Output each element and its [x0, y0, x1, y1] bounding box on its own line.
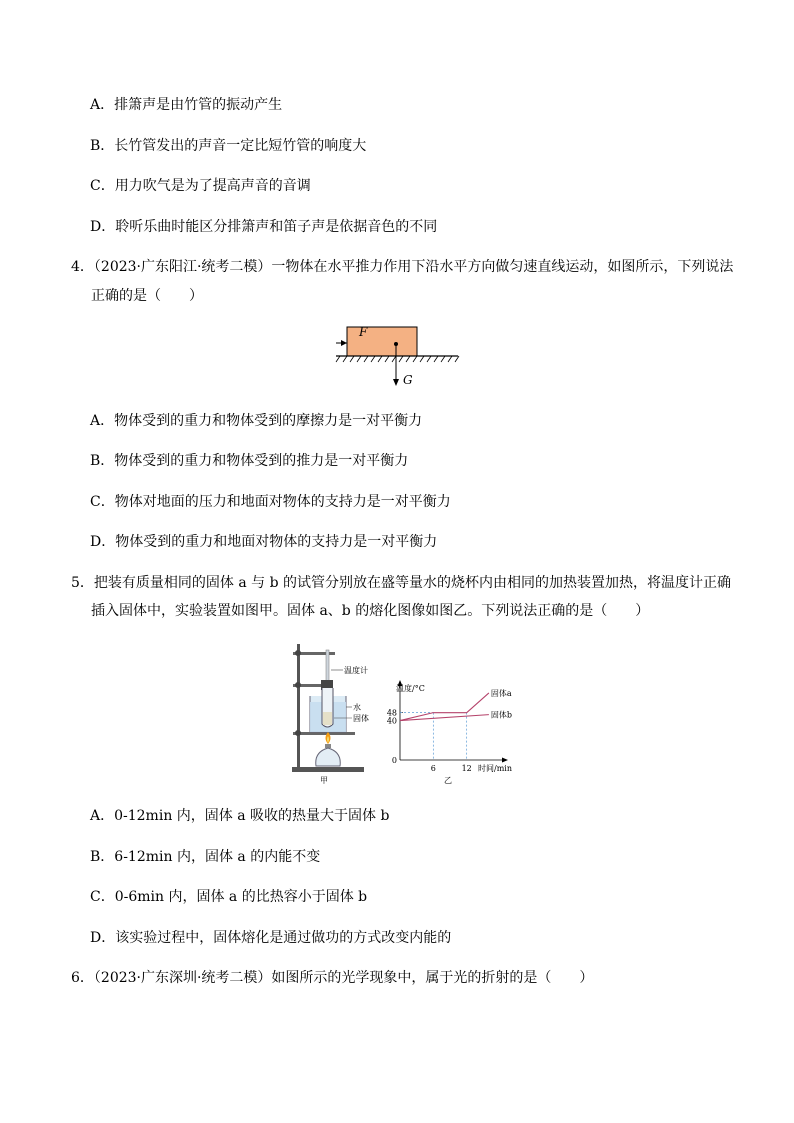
solid-label: 固体	[353, 714, 369, 723]
alcohol-burner	[316, 748, 341, 766]
x-tick-label: 6	[430, 764, 436, 773]
caption-yi: 乙	[444, 776, 452, 785]
q5-option-b: B．6-12min 内，固体 a 的内能不变	[90, 849, 321, 865]
q4-force-diagram	[330, 320, 470, 392]
y-axis-label: 温度/°C	[396, 684, 425, 693]
q5-option-d: D．该实验过程中，固体熔化是通过做功的方式改变内能的	[90, 930, 452, 946]
q5-stem-line2: 插入固体中，实验装置如图甲。固体 a、b 的熔化图像如图乙。下列说法正确的是（ ）	[91, 603, 650, 619]
series-label-a: 固体a	[490, 688, 512, 698]
series-label-b: 固体b	[490, 710, 513, 720]
water-label: 水	[353, 703, 361, 712]
x-axis-label: 时间/min	[478, 764, 512, 773]
gravity-label-g: G	[403, 373, 413, 387]
melting-chart	[383, 676, 513, 786]
ground-hatching	[336, 356, 459, 362]
q4-stem-line2: 正确的是（ ）	[91, 288, 203, 304]
q5-apparatus-figure	[288, 640, 388, 785]
force-label-f: F	[359, 325, 368, 339]
stand-base	[292, 767, 364, 772]
x-tick-label: 12	[461, 764, 472, 773]
thermometer-label: 温度计	[344, 666, 368, 675]
q6-stem: 6．（2023·广东深圳·统考二模）如图所示的光学现象中，属于光的折射的是（ ）	[71, 970, 594, 986]
x-axis-arrow	[502, 758, 508, 763]
y-tick-label: 48	[386, 708, 397, 718]
force-arrow-f-head	[341, 340, 347, 346]
q4-option-c: C．物体对地面的压力和地面对物体的支持力是一对平衡力	[90, 494, 451, 510]
q4-option-d: D．物体受到的重力和地面对物体的支持力是一对平衡力	[90, 534, 438, 550]
q5-stem-line1: 5．把装有质量相同的固体 a 与 b 的试管分别放在盛等量水的烧杯内由相同的加热装置加热，将温度计正确	[71, 575, 732, 591]
q4-stem-line1: 4．（2023·广东阳江·统考二模）一物体在水平推力作用下沿水平方向做匀速直线运动，如图所示，下列说法	[71, 259, 734, 275]
q5-option-a: A．0-12min 内，固体 a 吸收的热量大于固体 b	[90, 808, 390, 824]
y-tick-label: 0	[391, 756, 397, 765]
q4-option-a: A．物体受到的重力和物体受到的摩擦力是一对平衡力	[90, 413, 423, 429]
caption-jia: 甲	[320, 776, 328, 785]
block	[347, 327, 417, 356]
q3-option-b: B．长竹管发出的声音一定比短竹管的响度大	[90, 138, 367, 154]
y-tick-label: 40	[386, 716, 397, 726]
q3-option-d: D．聆听乐曲时能区分排箫声和笛子声是依据音色的不同	[90, 219, 438, 235]
series-line-a	[400, 693, 489, 721]
stand-rod	[297, 644, 300, 768]
q3-option-c: C．用力吹气是为了提高声音的音调	[90, 178, 311, 194]
q3-option-a: A．排箫声是由竹管的振动产生	[90, 97, 283, 113]
q5-option-c: C．0-6min 内，固体 a 的比热容小于固体 b	[90, 889, 368, 905]
gravity-arrow-g-head	[393, 379, 399, 386]
q4-option-b: B．物体受到的重力和物体受到的推力是一对平衡力	[90, 453, 409, 469]
